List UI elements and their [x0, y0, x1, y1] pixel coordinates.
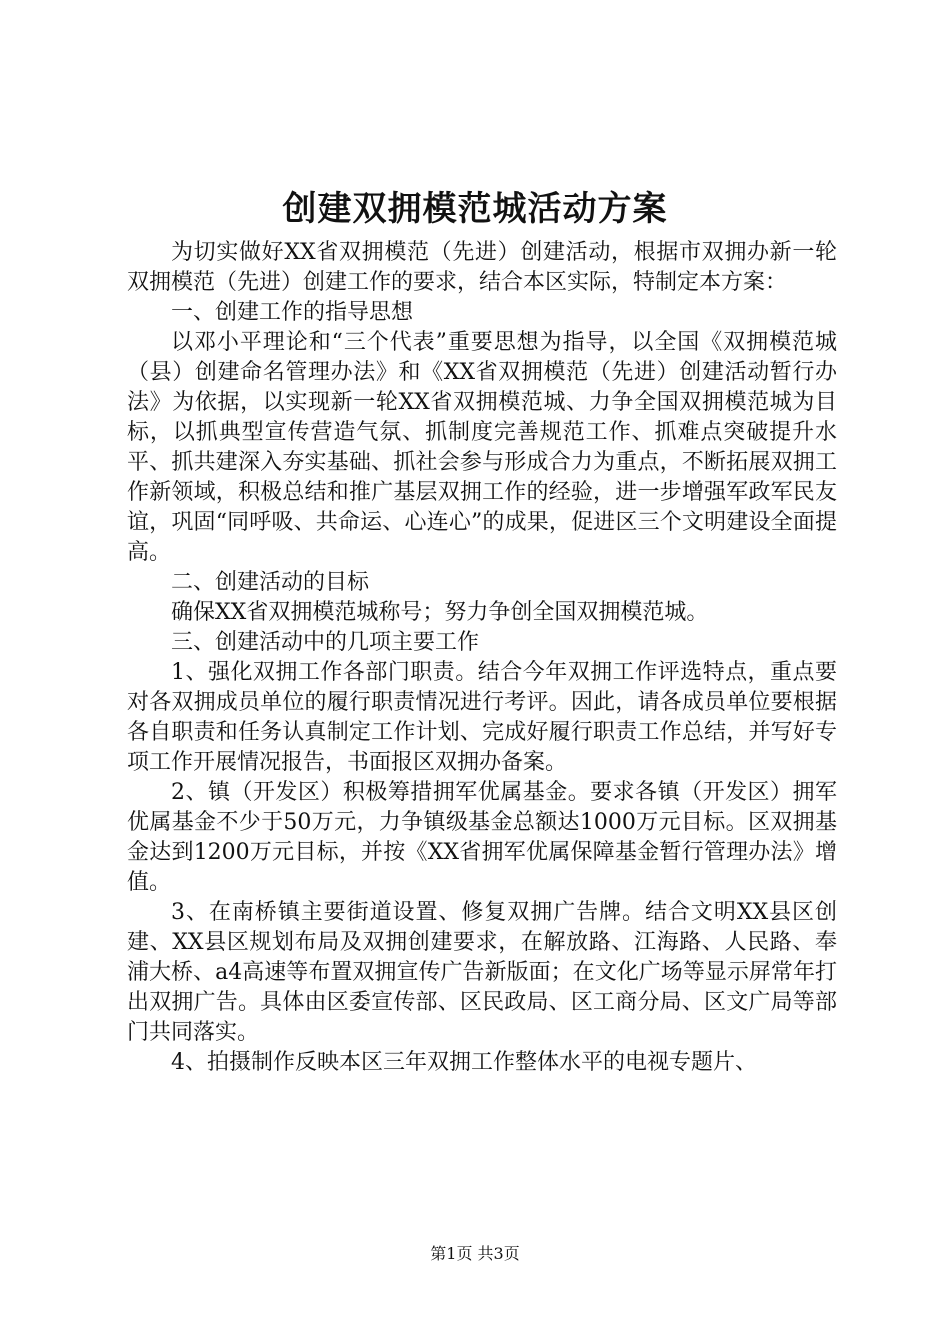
work-item-3-paragraph: 3、在南桥镇主要街道设置、修复双拥广告牌。结合文明XX县区创建、XX县区规划布局及双拥创建要求，在解放路、江海路、人民路、奉浦大桥、a4高速等布置双拥宣传广告新版面；在文化广场等显示屏常年打出双拥广告。具体由区委宣传部、区民政局、区工商分局、区文广局等部门共同落实。: [127, 900, 837, 1045]
page-number-footer: 第1页 共3页: [430, 1244, 520, 1263]
intro-paragraph: 为切实做好XX省双拥模范（先进）创建活动，根据市双拥办新一轮双拥模范（先进）创建工作的要求，结合本区实际，特制定本方案：: [127, 240, 837, 295]
work-item-2-paragraph: 2、镇（开发区）积极筹措拥军优属基金。要求各镇（开发区）拥军优属基金不少于50万元，力争镇级基金总额达1000万元目标。区双拥基金达到1200万元目标，并按《XX省拥军优属保障基金暂行管理办法》增值。: [127, 780, 837, 895]
work-item-4-paragraph: 4、拍摄制作反映本区三年双拥工作整体水平的电视专题片、: [171, 1050, 757, 1075]
guiding-ideology-paragraph: 以邓小平理论和“三个代表”重要思想为指导，以全国《双拥模范城（县）创建命名管理办法》和《XX省双拥模范（先进）创建活动暂行办法》为依据，以实现新一轮XX省双拥模范城、力争全国双拥模范城为目标，以抓典型宣传营造气氛、抓制度完善规范工作、抓难点突破提升水平、抓共建深入夯实基础、抓社会参与形成合力为重点，不断拓展双拥工作新领域，积极总结和推广基层双拥工作的经验，进一步增强军政军民友谊，巩固“同呼吸、共命运、心连心”的成果，促进区三个文明建设全面提高。: [127, 330, 837, 565]
document-title: 创建双拥模范城活动方案: [282, 189, 668, 229]
section-heading-goals: 二、创建活动的目标: [171, 570, 370, 595]
section-heading-main-work: 三、创建活动中的几项主要工作: [171, 630, 480, 655]
section-heading-guiding-ideology: 一、创建工作的指导思想: [171, 300, 414, 325]
document-body: [127, 238, 837, 1078]
goals-paragraph: 确保XX省双拥模范城称号；努力争创全国双拥模范城。: [171, 600, 709, 625]
work-item-1-paragraph: 1、强化双拥工作各部门职责。结合今年双拥工作评选特点，重点要对各双拥成员单位的履行职责情况进行考评。因此，请各成员单位要根据各自职责和任务认真制定工作计划、完成好履行职责工作总结，并写好专项工作开展情况报告，书面报区双拥办备案。: [127, 660, 837, 775]
